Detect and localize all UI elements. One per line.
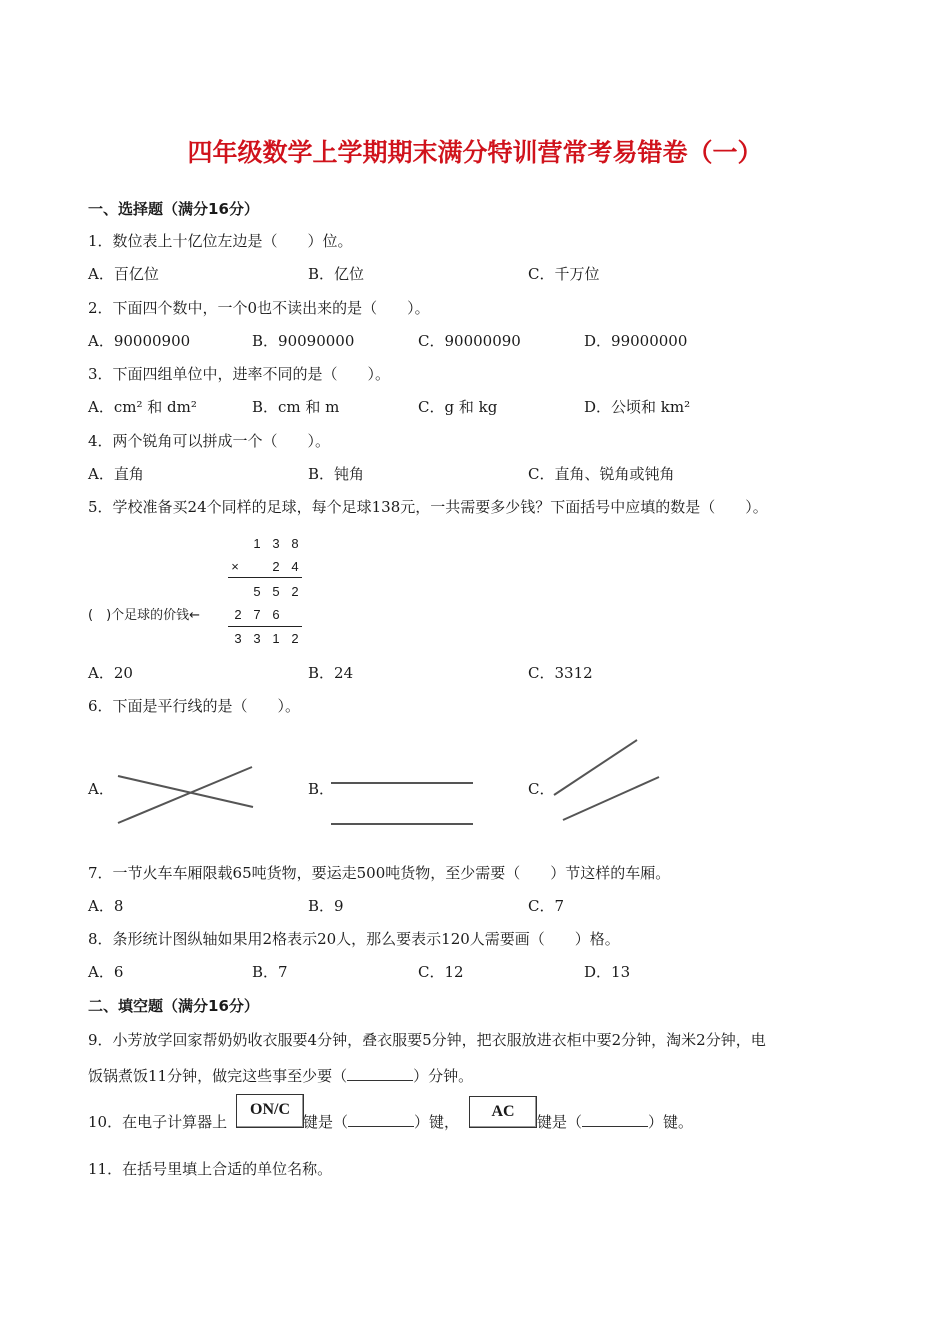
- calc-digit: 3: [234, 631, 242, 646]
- q10-text-key-is-2: 键是（: [537, 1113, 583, 1131]
- calc-digit: 2: [272, 559, 280, 574]
- q3-option-c[interactable]: C．g 和 kg: [418, 398, 498, 416]
- question-5: 5．学校准备买24个同样的足球，每个足球138元，一共需要多少钱？下面括号中应填的数是（ ）。: [88, 498, 768, 516]
- question-9-line-2: [88, 1065, 473, 1086]
- question-2: 2．下面四个数中，一个0也不读出来的是（ ）。: [88, 299, 430, 317]
- question-11: 11．在括号里填上合适的单位名称。: [88, 1160, 333, 1178]
- calc-digit: 8: [291, 536, 299, 551]
- question-1: 1．数位表上十亿位左边是（ ）位。: [88, 232, 353, 250]
- q3-option-d[interactable]: D．公顷和 km²: [584, 398, 691, 416]
- question-8: 8．条形统计图纵轴如果用2格表示20人，那么要表示120人需要画（ ）格。: [88, 930, 620, 948]
- section-heading-fill: 二、填空题（满分16分）: [88, 997, 259, 1015]
- q1-option-a[interactable]: A．百亿位: [88, 265, 159, 283]
- q7-option-b[interactable]: B．9: [308, 897, 344, 915]
- q1-option-b[interactable]: B．亿位: [308, 265, 365, 283]
- q6-c-line-2: [563, 777, 659, 820]
- q8-option-a[interactable]: A．6: [88, 963, 124, 981]
- calc-digit: 3: [272, 536, 280, 551]
- q4-option-b[interactable]: B．钝角: [308, 465, 365, 483]
- q6-c-line-1: [554, 740, 637, 795]
- question-10-mid: [303, 1111, 459, 1132]
- section-heading-choice: 一、选择题（满分16分）: [88, 200, 259, 218]
- calc-digit: 2: [291, 631, 299, 646]
- q2-option-d[interactable]: D．99000000: [584, 332, 688, 350]
- q7-option-c[interactable]: C．7: [528, 897, 565, 915]
- question-6: 6．下面是平行线的是（ ）。: [88, 697, 301, 715]
- q6-option-b[interactable]: B．: [308, 780, 335, 798]
- q1-option-c[interactable]: C．千万位: [528, 265, 600, 283]
- calc-digit: 6: [272, 607, 280, 622]
- calc-digit: 2: [234, 607, 242, 622]
- q10-answer-blank-2[interactable]: [582, 1114, 648, 1127]
- q4-option-c[interactable]: C．直角、锐角或钝角: [528, 465, 675, 483]
- q6-a-line-2: [118, 767, 252, 823]
- q8-option-d[interactable]: D．13: [584, 963, 631, 981]
- question-3: 3．下面四组单位中，进率不同的是（ ）。: [88, 365, 391, 383]
- q10-answer-blank-1[interactable]: [348, 1114, 414, 1127]
- question-10-post: [537, 1111, 693, 1132]
- question-9-line-1: 9．小芳放学回家帮奶奶收衣服要4分钟，叠衣服要5分钟，把衣服放进衣柜中要2分钟，淘米2分钟，电: [88, 1031, 766, 1049]
- q2-option-b[interactable]: B．90090000: [252, 332, 355, 350]
- q5-option-b[interactable]: B．24: [308, 664, 354, 682]
- q9-answer-blank[interactable]: [347, 1068, 413, 1081]
- q5-option-a[interactable]: A．20: [88, 664, 133, 682]
- times-sign: ×: [231, 559, 239, 574]
- calc-digit: 4: [291, 559, 299, 574]
- q10-text-key-suffix-2: ）键。: [648, 1113, 694, 1131]
- question-10-pre: 10．在电子计算器上: [88, 1113, 228, 1131]
- calc-digit: 5: [253, 584, 261, 599]
- q3-option-b[interactable]: B．cm 和 m: [252, 398, 340, 416]
- question-4: 4．两个锐角可以拼成一个（ ）。: [88, 432, 331, 450]
- calc-digit: 2: [291, 584, 299, 599]
- q6-a-line-1: [118, 776, 253, 807]
- question-7: 7．一节火车车厢限载65吨货物，要运走500吨货物，至少需要（ ）节这样的车厢。: [88, 864, 671, 882]
- ac-key-image: AC: [469, 1096, 537, 1128]
- q8-option-b[interactable]: B．7: [252, 963, 288, 981]
- q10-text-key-suffix-1: ）键，: [414, 1113, 460, 1131]
- q9-text-after: ）分钟。: [413, 1067, 474, 1085]
- q2-option-c[interactable]: C．90000090: [418, 332, 521, 350]
- on-c-key-image: ON/C: [236, 1094, 304, 1128]
- calc-digit: 1: [253, 536, 261, 551]
- calc-digit: 5: [272, 584, 280, 599]
- page-title: 四年级数学上学期期末满分特训营常考易错卷（一）: [187, 138, 763, 167]
- calc-digit: 3: [253, 631, 261, 646]
- calc-annotation: ( )个足球的价钱←: [88, 608, 201, 623]
- q6-option-a[interactable]: A．: [88, 780, 114, 798]
- q5-option-c[interactable]: C．3312: [528, 664, 593, 682]
- q4-option-a[interactable]: A．直角: [88, 465, 144, 483]
- q6-option-c[interactable]: C．: [528, 780, 555, 798]
- q10-text-key-is-1: 键是（: [303, 1113, 349, 1131]
- q7-option-a[interactable]: A．8: [88, 897, 124, 915]
- q8-option-c[interactable]: C．12: [418, 963, 464, 981]
- calc-digit: 1: [272, 631, 280, 646]
- q3-option-a[interactable]: A．cm² 和 dm²: [88, 398, 197, 416]
- calc-digit: 7: [253, 607, 261, 622]
- q9-text-before: 饭锅煮饭11分钟，做完这些事至少要（: [88, 1067, 348, 1085]
- q2-option-a[interactable]: A．90000900: [88, 332, 191, 350]
